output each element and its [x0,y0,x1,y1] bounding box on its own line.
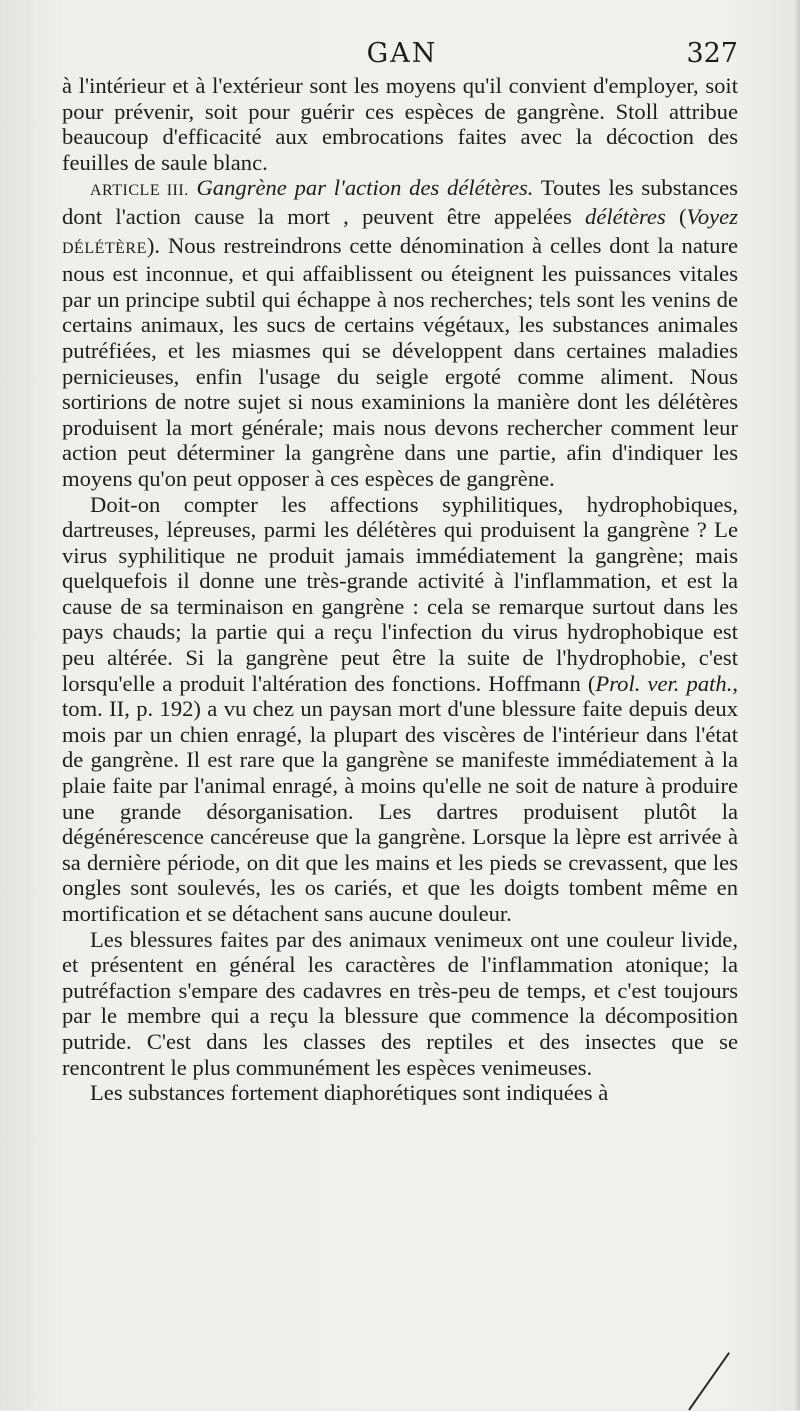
paragraph-2-text-b: ). Nous restreindrons cette dénomination à celles dont la nature nous est inconnue, et qui affaiblissent ou éteignent les puissances vitales par un principe subtil qui échappe à nos recherches; tels sont les venins de certains animaux, les sucs de certains végétaux, les substances animales putréfiées, et les miasmes qui se développent dans certaines maladies pernicieuses, enfin l'usage du seigle ergoté comme aliment. Nous sortirions de notre sujet si nous examinions la manière dont les délétères produisent la mort générale; mais nous devons rechercher comment leur action peut déterminer la gangrène dans une partie, afin d'indiquer les moyens qu'on peut opposer à ces espèces de gangrène. [62,232,738,491]
paren-open: ( [665,203,687,229]
article-label: ARTICLE III. [90,182,189,200]
page-header [62,38,742,78]
paragraph-2-text-a: Toutes les substances dont l'action cause la mort , peuvent être appelées [62,175,738,229]
paragraph-article-3 [62,175,738,491]
page-edge-shadow [794,0,800,1410]
running-head: GAN [366,38,438,69]
paragraph-4: Les blessures faites par des animaux venimeux ont une couleur livide, et présentent en général les caractères de l'inflammation atonique; la putréfaction s'empare des cadavres en très-peu de temps, et c'est toujours par le membre qui a reçu la blessure que commence la décomposition putride. C'est dans les classes des reptiles et des insectes que se rencontrent le plus communément les espèces venimeuses. [62,926,738,1080]
cross-reference: DÉLÉTÈRE [62,239,147,257]
paragraph-3-text-b: , tom. II, p. 192) a vu chez un paysan mort d'une blessure faite depuis deux mois par un chien enragé, la plupart des viscères de l'intérieur dans l'état de gangrène. Il est rare que la gangrène se manifeste immédiatement à la plaie faite par l'animal enragé, à moins qu'elle ne soit de nature à produire une grande désorganisation. Les dartres produisent plutôt la dégénérescence cancéreuse que la gangrène. Lorsque la lèpre est arrivée à sa dernière période, on dit que les mains et les pieds se crevassent, que les ongles sont soulevés, les os cariés, et que les doigts tombent même en mortification et se détachent sans aucune douleur. [62,670,738,926]
pen-mark [688,1352,730,1410]
voyez-ref: Voyez [686,203,738,229]
paragraph-1: à l'intérieur et à l'extérieur sont les moyens qu'il convient d'employer, soit pour prévenir, soit pour guérir ces espèces de gangrène. Stoll attribue beaucoup d'efficacité aux embrocations faites avec la décoction des feuilles de saule blanc. [62,73,738,175]
page-number: 327 [686,38,738,69]
term-deleteres: délétères [585,203,666,229]
paragraph-3-text-a: Doit-on compter les affections syphilitiques, hydrophobiques, dartreuses, lépreuses, parmi les délétères qui produisent la gangrène ? Le virus syphilitique ne produit jamais immédiatement la gangrène; mais quelquefois il donne une très-grande activité à l'inflammation, et est la cause de sa terminaison en gangrène : cela se remarque surtout dans les pays chauds; la partie qui a reçu l'infection du virus hydrophobique est peu altérée. Si la gangrène peut être la suite de l'hydrophobie, c'est lorsqu'elle a produit l'altération des fonctions. Hoffmann ( [62,491,738,696]
article-title: Gangrène par l'action des délétères. [196,175,534,201]
paragraph-3 [62,492,738,927]
paragraph-5: Les substances fortement diaphorétiques sont indiquées à [90,1080,609,1106]
citation: Prol. ver. path. [595,670,733,696]
body-text [62,73,738,1106]
